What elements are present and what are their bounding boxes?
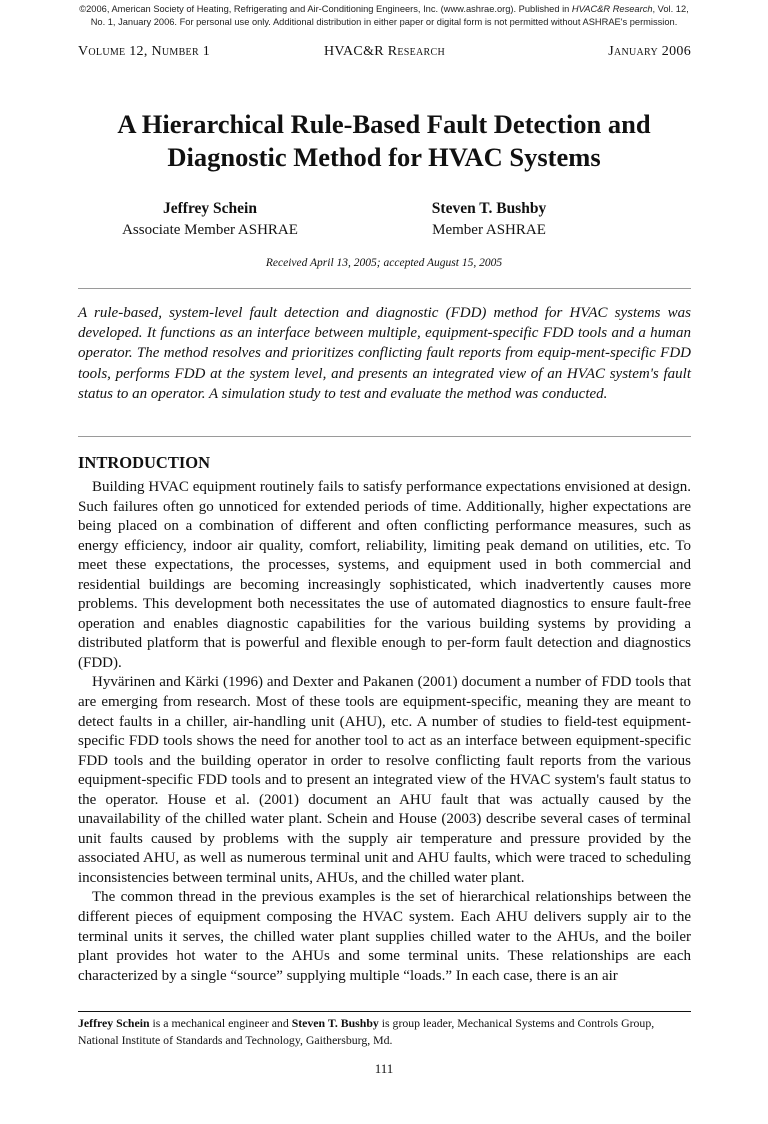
author-1 bbox=[90, 198, 330, 241]
copyright-notice bbox=[0, 3, 768, 29]
author-2 bbox=[398, 198, 580, 241]
author-name: Steven T. Bushby bbox=[431, 200, 547, 217]
footnote-rule bbox=[78, 1011, 691, 1012]
abstract: A rule-based, system-level fault detection and diagnostic (FDD) method for HVAC systems was developed. It functions as an interface between multiple, equipment-specific FDD tools and a human operator. The method resolves and prioritizes conflicting fault reports from equip-ment-specific FDD tools, performs FDD at the system level, and presents an integrated view of an HVAC system's fault status to an operator. A simulation study to test and evaluate the method was conducted. bbox=[78, 305, 691, 402]
section-heading-introduction: INTRODUCTION bbox=[78, 453, 211, 472]
running-head-volume: Volume 12, Number 1 bbox=[78, 44, 211, 59]
body-paragraph: The common thread in the previous examples is the set of hierarchical relationships between the different pieces of equipment composing the HVAC system. Each AHU delivers supply air to the terminal units it serves, the chilled water plant supplies chilled water to the AHUs, and the boiler plant provides hot water to the AHUs and some terminal units. These relationships are each characterized by a single “source” supplying multiple “loads.” In each case, there is an air bbox=[78, 889, 691, 984]
title-line-2: Diagnostic Method for HVAC Systems bbox=[167, 142, 601, 172]
author-affiliation: Associate Member ASHRAE bbox=[122, 222, 298, 238]
running-head-date: January 2006 bbox=[608, 44, 691, 59]
introduction-body bbox=[78, 478, 691, 986]
author-affiliation: Member ASHRAE bbox=[432, 222, 546, 238]
paper-title bbox=[60, 108, 708, 174]
copyright-line-2: No. 1, January 2006. For personal use only. Additional distribution in either paper or digital form is not permitted without ASHRAE's permission. bbox=[90, 17, 678, 27]
body-paragraph: Building HVAC equipment routinely fails to satisfy performance expectations envisioned at design. Such failures often go unnoticed for extended periods of time. Additionally, higher expectations are being placed on a combination of different and often conflicting performance measures, such as energy efficiency, indoor air quality, comfort, reliability, limiting peak demand on utilities, etc. To meet these expectations, the processes, systems, and equipment used in both commercial and residential buildings are becoming increasingly sophisticated, which inadvertently causes more problems. This development both necessitates the use of automated diagnostics to ensure fault-free operation and enables diagnostic capabilities for the various building systems by providing a distributed platform that is powerful and flexible enough to per-form fault detection and diagnostics (FDD). bbox=[78, 479, 691, 671]
body-paragraph: Hyvärinen and Kärki (1996) and Dexter and Pakanen (2001) document a number of FDD tools that are emerging from research. Most of these tools are equipment-specific, meaning they are meant to detect faults in a chiller, air-handling unit (AHU), etc. A number of studies to field-test equipment-specific FDD tools shows the need for another tool to act as an interface between equipment-specific FDD tools and the building operator in order to resolve conflicting fault reports from the various equipment-specific FDD tools and to present an integrated view of the HVAC system's fault status to the operator. House et al. (2001) document an AHU fault that was actually caused by the unavailability of the chilled water plant. Schein and House (2003) describe several cases of terminal unit faults caused by problems with the supply air temperature and pressure provided by the associated AHU, as well as numerous terminal unit and AHU faults, which were traced to scheduling inconsistencies between terminal units, AHUs, and the chilled water plant. bbox=[78, 674, 691, 886]
journal-name: HVAC&R Research bbox=[571, 4, 653, 14]
running-head bbox=[78, 44, 691, 64]
abstract-bottom-rule bbox=[78, 436, 691, 437]
running-head-journal: HVAC&R Research bbox=[324, 44, 445, 59]
abstract-top-rule bbox=[78, 288, 691, 289]
received-dates: Received April 13, 2005; accepted August 15, 2005 bbox=[265, 257, 503, 269]
author-footnote: Jeffrey Schein is a mechanical engineer and Steven T. Bushby is group leader, Mechanical Systems and Controls Group, National Institute of Standards and Technology, Gaithersburg, Md. bbox=[78, 1016, 655, 1047]
page-number: 111 bbox=[374, 1061, 394, 1076]
author-name: Jeffrey Schein bbox=[163, 200, 257, 217]
title-line-1: A Hierarchical Rule-Based Fault Detection and bbox=[117, 109, 651, 139]
copyright-line-1: ©2006, American Society of Heating, Refrigerating and Air-Conditioning Engineers, Inc. (www.ashrae.org). Published in HVAC&R Research, Vol. 12, bbox=[79, 4, 689, 14]
